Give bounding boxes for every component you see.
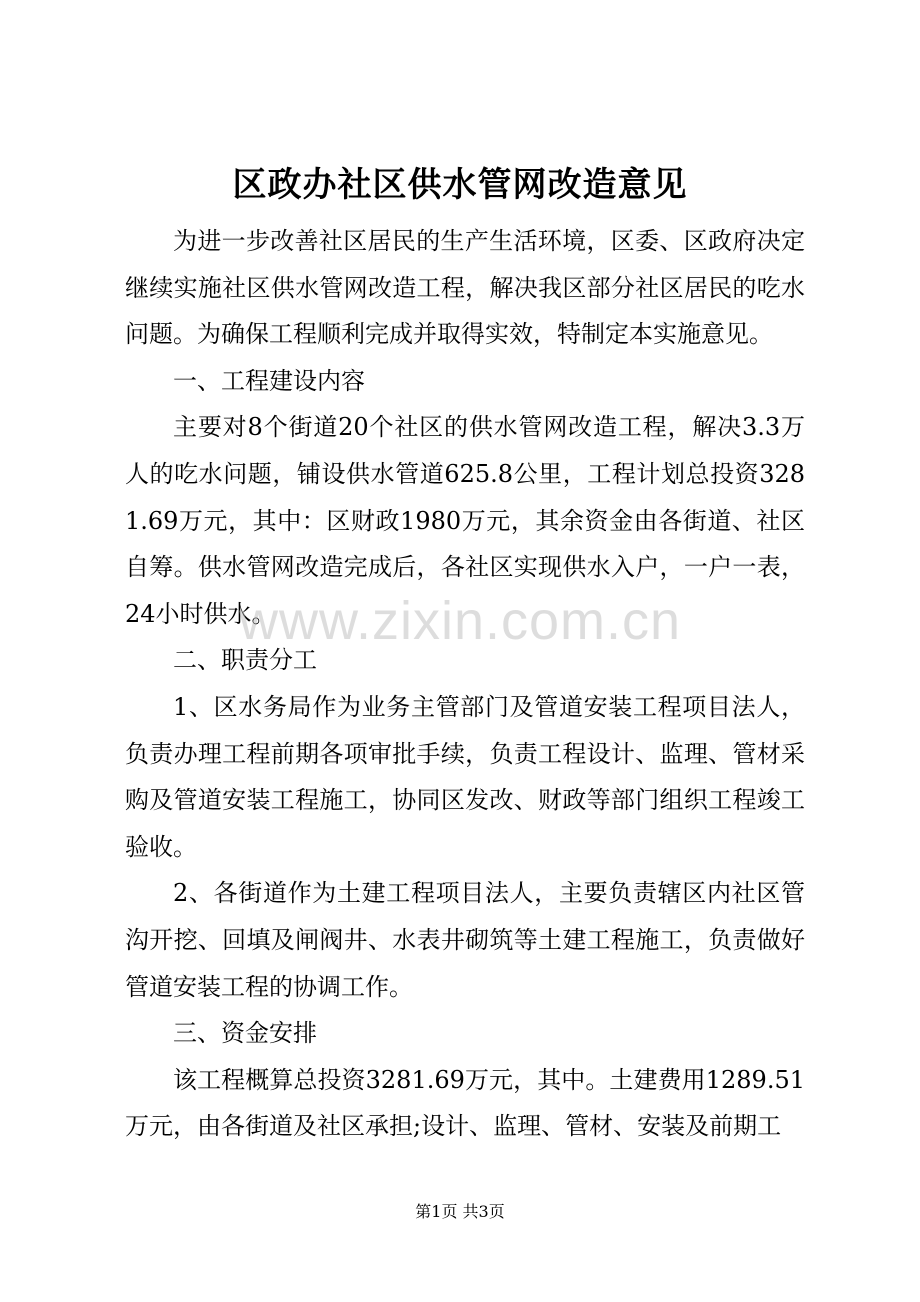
section-heading-construction: 一、工程建设内容	[173, 366, 365, 395]
paragraph-responsibility-2: 2、各街道作为土建工程项目法人，主要负责辖区内社区管沟开挖、回填及闸阀井、水表井砌筑等土建工程施工，负责做好管道安装工程的协调工作。	[125, 879, 805, 1001]
watermark: www.zixin.com.cn	[238, 591, 682, 651]
document-title: 区政办社区供水管网改造意见	[232, 165, 688, 205]
paragraph-intro: 为进一步改善社区居民的生产生活环境，区委、区政府决定继续实施社区供水管网改造工程，解决我区部分社区居民的吃水问题。为确保工程顺利完成并取得实效，特制定本实施意见。	[125, 227, 805, 349]
page-footer: 第1页 共3页	[415, 1202, 505, 1221]
section-heading-responsibilities: 二、职责分工	[173, 646, 317, 675]
paragraph-construction-content: 主要对8个街道20个社区的供水管网改造工程，解决3.3万人的吃水问题，铺设供水管道625.8公里，工程计划总投资3281.69万元，其中：区财政1980万元，其余资金由各街道、社区自筹。供水管网改造完成后，各社区实现供水入户，一户一表，24小时供水。	[125, 413, 805, 628]
section-heading-funding: 三、资金安排	[173, 1019, 317, 1048]
paragraph-responsibility-1: 1、区水务局作为业务主管部门及管道安装工程项目法人，负责办理工程前期各项审批手续，负责工程设计、监理、管材采购及管道安装工程施工，协同区发改、财政等部门组织工程竣工验收。	[125, 692, 805, 861]
document-body	[125, 218, 805, 1150]
paragraph-funding: 该工程概算总投资3281.69万元，其中。土建费用1289.51万元，由各街道及社区承担;设计、监理、管材、安装及前期工	[125, 1065, 805, 1141]
